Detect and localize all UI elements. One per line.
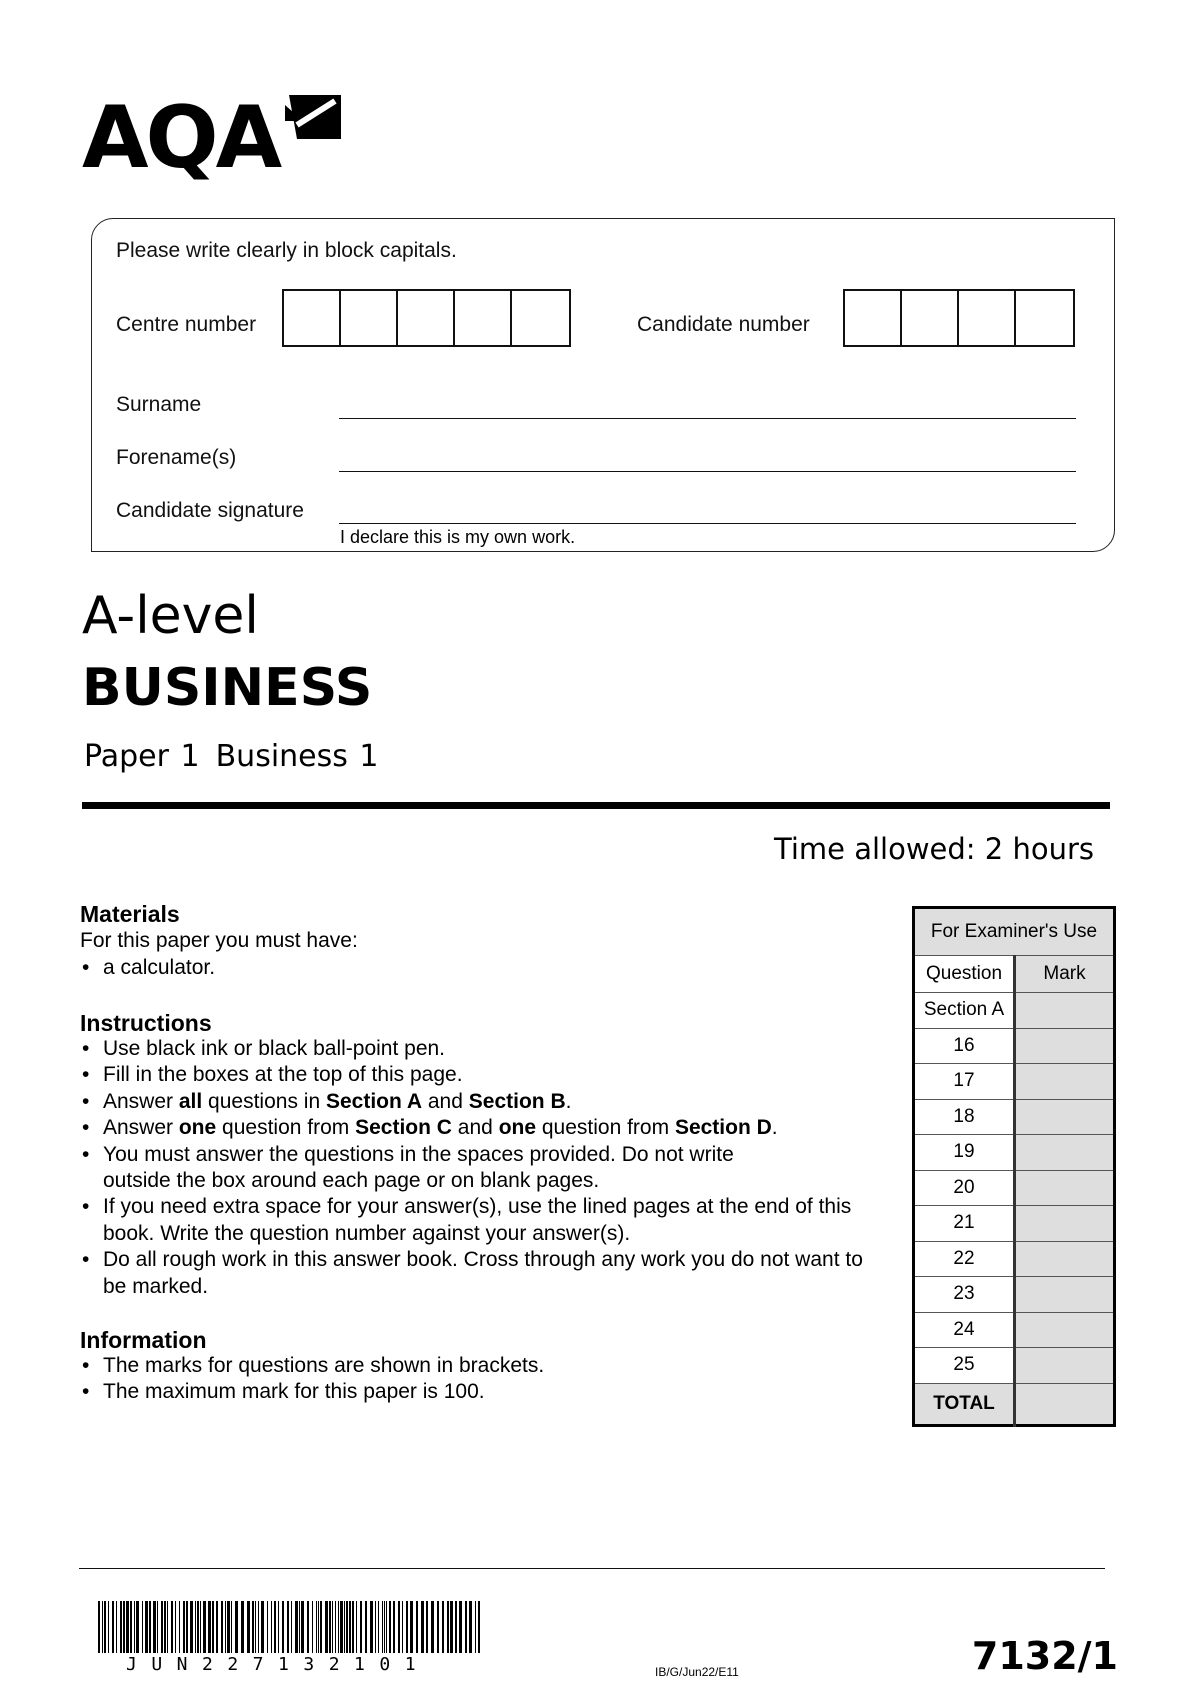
list-item: • The maximum mark for this paper is 100. bbox=[80, 1379, 860, 1405]
barcode-bar bbox=[190, 1601, 193, 1653]
barcode-bar bbox=[278, 1601, 279, 1653]
barcode-digits: JUN227132101 bbox=[126, 1654, 431, 1675]
declaration-text: I declare this is my own work. bbox=[340, 527, 576, 547]
total-mark-cell[interactable] bbox=[1015, 1383, 1115, 1425]
barcode-bar bbox=[153, 1601, 156, 1653]
mark-cell[interactable] bbox=[1015, 1206, 1115, 1242]
table-row bbox=[914, 993, 1115, 1029]
barcode-bar bbox=[389, 1601, 391, 1653]
paper-number: Paper 1 bbox=[84, 739, 200, 774]
instructions-list bbox=[80, 1036, 880, 1300]
barcode-bar bbox=[450, 1601, 453, 1653]
barcode-bar bbox=[116, 1601, 117, 1653]
table-row bbox=[914, 1170, 1115, 1206]
barcode-bar bbox=[416, 1601, 418, 1653]
barcode-icon bbox=[98, 1601, 482, 1653]
time-allowed: Time allowed: 2 hours bbox=[774, 832, 1094, 866]
paper-name: Business 1 bbox=[215, 739, 379, 774]
mark-cell[interactable] bbox=[1015, 1277, 1115, 1313]
question-cell: 16 bbox=[914, 1028, 1015, 1064]
list-item: • If you need extra space for your answer(s), use the lined pages at the end of this book. Write the question number against your answer(s). bbox=[80, 1194, 883, 1247]
barcode-bar bbox=[382, 1601, 383, 1653]
paper-code: 7132/1 bbox=[971, 1634, 1118, 1678]
block-capitals-instruction: Please write clearly in block capitals. bbox=[116, 239, 457, 262]
barcode-bar bbox=[335, 1601, 336, 1653]
table-row bbox=[914, 1099, 1115, 1135]
barcode-bar bbox=[393, 1601, 395, 1653]
aqa-logo-mark-icon bbox=[283, 91, 343, 149]
barcode-bar bbox=[442, 1601, 444, 1653]
barcode-bar bbox=[386, 1601, 387, 1653]
barcode-bar bbox=[352, 1601, 354, 1653]
barcode-bar bbox=[299, 1601, 300, 1653]
information-heading: Information bbox=[80, 1327, 207, 1353]
barcode-bar bbox=[104, 1601, 106, 1653]
list-item: • Fill in the boxes at the top of this page. bbox=[80, 1062, 880, 1088]
question-cell: 19 bbox=[914, 1135, 1015, 1171]
centre-number-label: Centre number bbox=[116, 313, 257, 336]
total-label: TOTAL bbox=[914, 1383, 1015, 1425]
barcode-bar bbox=[378, 1601, 379, 1653]
barcode-bar bbox=[255, 1601, 256, 1653]
barcode-bar bbox=[126, 1601, 129, 1653]
mark-cell[interactable] bbox=[1015, 1135, 1115, 1171]
barcode-bar bbox=[437, 1601, 439, 1653]
barcode-bar bbox=[340, 1601, 343, 1653]
barcode-bar bbox=[225, 1601, 226, 1653]
centre-number-boxes[interactable] bbox=[282, 289, 571, 347]
barcode-bar bbox=[410, 1601, 413, 1653]
barcode-bar bbox=[365, 1601, 367, 1653]
list-item: • You must answer the questions in the spaces provided. Do not write outside the box around each page or on blank pages. bbox=[80, 1142, 803, 1195]
barcode-bar bbox=[261, 1601, 264, 1653]
barcode-bar bbox=[227, 1601, 230, 1653]
barcode-bar bbox=[247, 1601, 250, 1653]
aqa-logo-text: AQA bbox=[82, 88, 280, 188]
barcode-bar bbox=[329, 1601, 331, 1653]
barcode-bar bbox=[469, 1601, 472, 1653]
mark-cell[interactable] bbox=[1015, 1099, 1115, 1135]
barcode-bar bbox=[252, 1601, 254, 1653]
barcode-bar bbox=[186, 1601, 188, 1653]
mark-cell[interactable] bbox=[1015, 1170, 1115, 1206]
candidate-number-digit-box[interactable] bbox=[902, 291, 959, 345]
total-row bbox=[914, 1383, 1115, 1425]
barcode-bar bbox=[478, 1601, 480, 1653]
barcode-bar bbox=[475, 1601, 476, 1653]
materials-heading: Materials bbox=[80, 901, 180, 927]
document-reference: IB/G/Jun22/E11 bbox=[655, 1665, 739, 1679]
question-cell: 17 bbox=[914, 1064, 1015, 1100]
barcode-bar bbox=[307, 1601, 309, 1653]
barcode-bar bbox=[291, 1601, 292, 1653]
list-item: • Use black ink or black ball-point pen. bbox=[80, 1036, 880, 1062]
barcode-bar bbox=[301, 1601, 304, 1653]
mark-cell[interactable] bbox=[1015, 1348, 1115, 1384]
question-cell: 23 bbox=[914, 1277, 1015, 1313]
barcode-bar bbox=[332, 1601, 333, 1653]
barcode-bar bbox=[123, 1601, 125, 1653]
question-cell: Section A bbox=[914, 993, 1015, 1029]
barcode-bar bbox=[134, 1601, 135, 1653]
barcode-bar bbox=[325, 1601, 328, 1653]
list-item: • a calculator. bbox=[80, 955, 860, 981]
barcode-bar bbox=[157, 1601, 158, 1653]
barcode-bar bbox=[208, 1601, 211, 1653]
list-item: • Answer all questions in Section A and Section B. bbox=[80, 1089, 880, 1115]
subject-title: BUSINESS bbox=[82, 658, 373, 718]
list-item: • The marks for questions are shown in brackets. bbox=[80, 1353, 860, 1379]
barcode-bar bbox=[102, 1601, 103, 1653]
signature-label: Candidate signature bbox=[116, 499, 304, 522]
centre-number-digit-box[interactable] bbox=[341, 291, 398, 345]
barcode-bar bbox=[360, 1601, 362, 1653]
mark-cell[interactable] bbox=[1015, 1028, 1115, 1064]
table-row bbox=[914, 1348, 1115, 1384]
barcode-bar bbox=[164, 1601, 166, 1653]
barcode-bar bbox=[197, 1601, 199, 1653]
barcode-bar bbox=[179, 1601, 180, 1653]
barcode-bar bbox=[316, 1601, 317, 1653]
barcode-bar bbox=[346, 1601, 348, 1653]
surname-line[interactable] bbox=[339, 418, 1076, 419]
barcode-bar bbox=[384, 1601, 385, 1653]
table-row bbox=[914, 1241, 1115, 1277]
barcode-bar bbox=[356, 1601, 357, 1653]
examiner-use-table bbox=[912, 906, 1116, 1427]
mark-cell[interactable] bbox=[1015, 1241, 1115, 1277]
barcode-bar bbox=[136, 1601, 139, 1653]
barcode-bar bbox=[175, 1601, 176, 1653]
barcode-bar bbox=[108, 1601, 109, 1653]
barcode-bar bbox=[426, 1601, 428, 1653]
barcode-bar bbox=[431, 1601, 434, 1653]
mark-cell[interactable] bbox=[1015, 1312, 1115, 1348]
barcode-bar bbox=[295, 1601, 298, 1653]
barcode-bar bbox=[267, 1601, 268, 1653]
barcode-bar bbox=[320, 1601, 322, 1653]
materials-intro: For this paper you must have: bbox=[80, 929, 358, 952]
qualification-level: A-level bbox=[82, 586, 259, 646]
question-cell: 22 bbox=[914, 1241, 1015, 1277]
centre-number-digit-box[interactable] bbox=[455, 291, 512, 345]
candidate-number-digit-box[interactable] bbox=[959, 291, 1016, 345]
list-item: • Answer one question from Section C and one question from Section D. bbox=[80, 1115, 880, 1141]
barcode-bar bbox=[241, 1601, 244, 1653]
barcode-bar bbox=[212, 1601, 214, 1653]
instructions-heading: Instructions bbox=[80, 1010, 212, 1036]
barcode-bar bbox=[145, 1601, 148, 1653]
barcode-bar bbox=[149, 1601, 151, 1653]
paper-title bbox=[84, 739, 379, 774]
table-row bbox=[914, 1064, 1115, 1100]
table-row bbox=[914, 1206, 1115, 1242]
barcode-bar bbox=[203, 1601, 206, 1653]
barcode-bar bbox=[112, 1601, 114, 1653]
barcode-bar bbox=[195, 1601, 196, 1653]
barcode-bar bbox=[287, 1601, 289, 1653]
barcode-bar bbox=[402, 1601, 403, 1653]
barcode-bar bbox=[216, 1601, 218, 1653]
information-list bbox=[80, 1353, 860, 1406]
barcode-bar bbox=[312, 1601, 313, 1653]
barcode-bar bbox=[167, 1601, 168, 1653]
title-divider bbox=[82, 802, 1110, 809]
barcode-bar bbox=[183, 1601, 185, 1653]
question-column-header: Question bbox=[914, 956, 1015, 993]
materials-list bbox=[80, 955, 860, 981]
mark-column-header: Mark bbox=[1015, 956, 1115, 993]
barcode-bar bbox=[120, 1601, 122, 1653]
question-cell: 24 bbox=[914, 1312, 1015, 1348]
footer-divider bbox=[79, 1568, 1105, 1569]
barcode-bar bbox=[455, 1601, 457, 1653]
barcode-bar bbox=[349, 1601, 351, 1653]
barcode-bar bbox=[231, 1601, 232, 1653]
mark-cell[interactable] bbox=[1015, 993, 1115, 1029]
forename-line[interactable] bbox=[339, 471, 1076, 472]
barcode-bar bbox=[221, 1601, 223, 1653]
table-row bbox=[914, 1312, 1115, 1348]
barcode-bar bbox=[465, 1601, 467, 1653]
centre-number-digit-box[interactable] bbox=[284, 291, 341, 345]
barcode-bar bbox=[235, 1601, 238, 1653]
candidate-number-digit-box[interactable] bbox=[1016, 291, 1073, 345]
list-item: • Do all rough work in this answer book. Cross through any work you do not want to be marked. bbox=[80, 1247, 863, 1300]
signature-line[interactable] bbox=[339, 523, 1076, 524]
question-cell: 25 bbox=[914, 1348, 1015, 1384]
barcode-bar bbox=[200, 1601, 201, 1653]
candidate-number-digit-box[interactable] bbox=[845, 291, 902, 345]
surname-label: Surname bbox=[116, 393, 202, 416]
barcode-bar bbox=[421, 1601, 424, 1653]
barcode-bar bbox=[142, 1601, 143, 1653]
question-cell: 21 bbox=[914, 1206, 1015, 1242]
barcode-bar bbox=[171, 1601, 173, 1653]
centre-number-digit-box[interactable] bbox=[398, 291, 455, 345]
barcode-bar bbox=[370, 1601, 373, 1653]
barcode-bar bbox=[447, 1601, 449, 1653]
candidate-number-label: Candidate number bbox=[637, 313, 810, 336]
barcode-bar bbox=[282, 1601, 284, 1653]
barcode-bar bbox=[98, 1601, 100, 1653]
table-row bbox=[914, 1028, 1115, 1064]
barcode-bar bbox=[271, 1601, 272, 1653]
forename-label: Forename(s) bbox=[116, 446, 237, 469]
barcode-bar bbox=[375, 1601, 376, 1653]
examiner-table-title: For Examiner's Use bbox=[914, 908, 1115, 956]
question-cell: 20 bbox=[914, 1170, 1015, 1206]
barcode-bar bbox=[398, 1601, 400, 1653]
barcode-bar bbox=[258, 1601, 259, 1653]
barcode-bar bbox=[338, 1601, 339, 1653]
table-row bbox=[914, 1277, 1115, 1313]
table-row bbox=[914, 1135, 1115, 1171]
centre-number-digit-box[interactable] bbox=[512, 291, 569, 345]
barcode-bar bbox=[274, 1601, 276, 1653]
barcode-bar bbox=[344, 1601, 345, 1653]
barcode-bar bbox=[406, 1601, 408, 1653]
question-cell: 18 bbox=[914, 1099, 1015, 1135]
barcode-bar bbox=[459, 1601, 462, 1653]
barcode-bar bbox=[318, 1601, 319, 1653]
barcode-bar bbox=[130, 1601, 132, 1653]
mark-cell[interactable] bbox=[1015, 1064, 1115, 1100]
barcode-bar bbox=[161, 1601, 163, 1653]
candidate-number-boxes[interactable] bbox=[843, 289, 1075, 347]
